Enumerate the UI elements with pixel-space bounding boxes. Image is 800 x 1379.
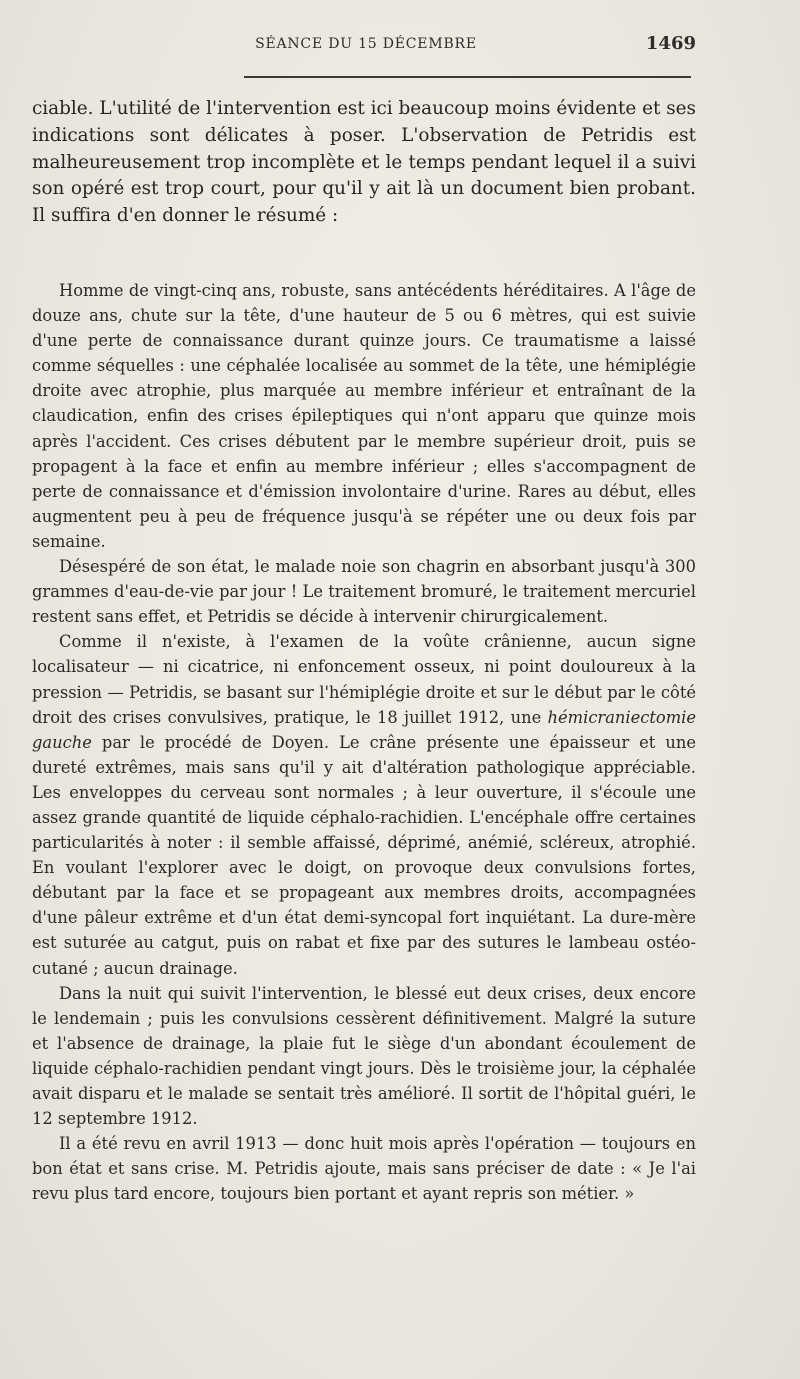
observation-paragraph-treatment: Désespéré de son état, le malade noie son chagrin en absorbant jusqu'à 300 grammes d'eau-de-vie par jour ! Le traitement bromuré, le traitement mercuriel restent sans effet, et Petridis se décide à intervenir chirurgicalement.	[32, 557, 696, 627]
operation-text-before: Comme il n'existe, à l'examen de la voûte crânienne, aucun signe localisateur — ni cicatrice, ni enfoncement osseux, ni point douloureux à la pression — Petridis, se basant sur l'hémiplégie droite et sur le début par le côté droit des crises convulsives, pratique, le 18 juillet 1912, une	[32, 632, 696, 727]
operation-text-after: par le procédé de Doyen. Le crâne présente une épaisseur et une dureté extrêmes, mais sans qu'il y ait d'altération pathologique appréciable. Les enveloppes du cerveau sont normales ; à leur ouverture, il s'écoule une assez grande quantité de liquide céphalo-rachidien. L'encéphale offre certaines particularités à noter : il semble affaissé, déprimé, anémié, scléreux, atrophié. En voulant l'explorer avec le doigt, on provoque deux convulsions fortes, débutant par la face et se propageant aux membres droits, accompagnées d'une pâleur extrême et d'un état demi-syncopal fort inquiétant. La dure-mère est suturée au catgut, puis on rabat et fixe par des sutures le lambeau ostéo-cutané ; aucun drainage.	[32, 732, 696, 978]
operation-name-italic: hémicraniectomie gauche	[32, 707, 696, 752]
observation-paragraph-follow-up: Il a été revu en avril 1913 — donc huit mois après l'opération — toujours en bon état et sans crise. M. Petridis ajoute, mais sans préciser de date : « Je l'ai revu plus tard encore, toujours bien portant et ayant repris son métier. »	[32, 1134, 696, 1204]
running-head	[36, 33, 696, 60]
observation-paragraph-operation	[32, 629, 696, 980]
intro-paragraph: ciable. L'utilité de l'intervention est ici beaucoup moins évidente et ses indications sont délicates à poser. L'observation de Petridis est malheureusement trop incomplète et le temps pendant lequel il a suivi son opéré est trop court, pour qu'il y ait là un document bien probant. Il suffira d'en donner le résumé :	[32, 98, 696, 227]
observation-paragraph-history: Homme de vingt-cinq ans, robuste, sans antécédents héréditaires. A l'âge de douze ans, chute sur la tête, d'une hauteur de 5 ou 6 mètres, qui est suivie d'une perte de connaissance durant quinze jours. Ce traumatisme a laissé comme séquelles : une céphalée localisée au sommet de la tête, une hémiplégie droite avec atrophie, plus marquée au membre inférieur et entraînant de la claudication, enfin des crises épileptiques qui n'ont apparu que quinze mois après l'accident. Ces crises débutent par le membre supérieur droit, puis se propagent à la face et enfin au membre inférieur ; elles s'accompagnent de perte de connaissance et d'émission involontaire d'urine. Rares au début, elles augmentent peu à peu de fréquence jusqu'à se répéter une ou deux fois par semaine.	[32, 281, 696, 551]
page-number: 1469	[645, 33, 696, 54]
running-title: SÉANCE DU 15 DÉCEMBRE	[255, 36, 477, 52]
case-observation	[32, 278, 696, 1206]
observation-paragraph-postoperative: Dans la nuit qui suivit l'intervention, le blessé eut deux crises, deux encore le lendemain ; puis les convulsions cessèrent définitivement. Malgré la suture et l'absence de drainage, la plaie fut le siège d'un abondant écoulement de liquide céphalo-rachidien pendant vingt jours. Dès le troisième jour, la céphalée avait disparu et le malade se sentait très amélioré. Il sortit de l'hôpital guéri, le 12 septembre 1912.	[32, 983, 696, 1129]
header-rule	[244, 76, 691, 78]
